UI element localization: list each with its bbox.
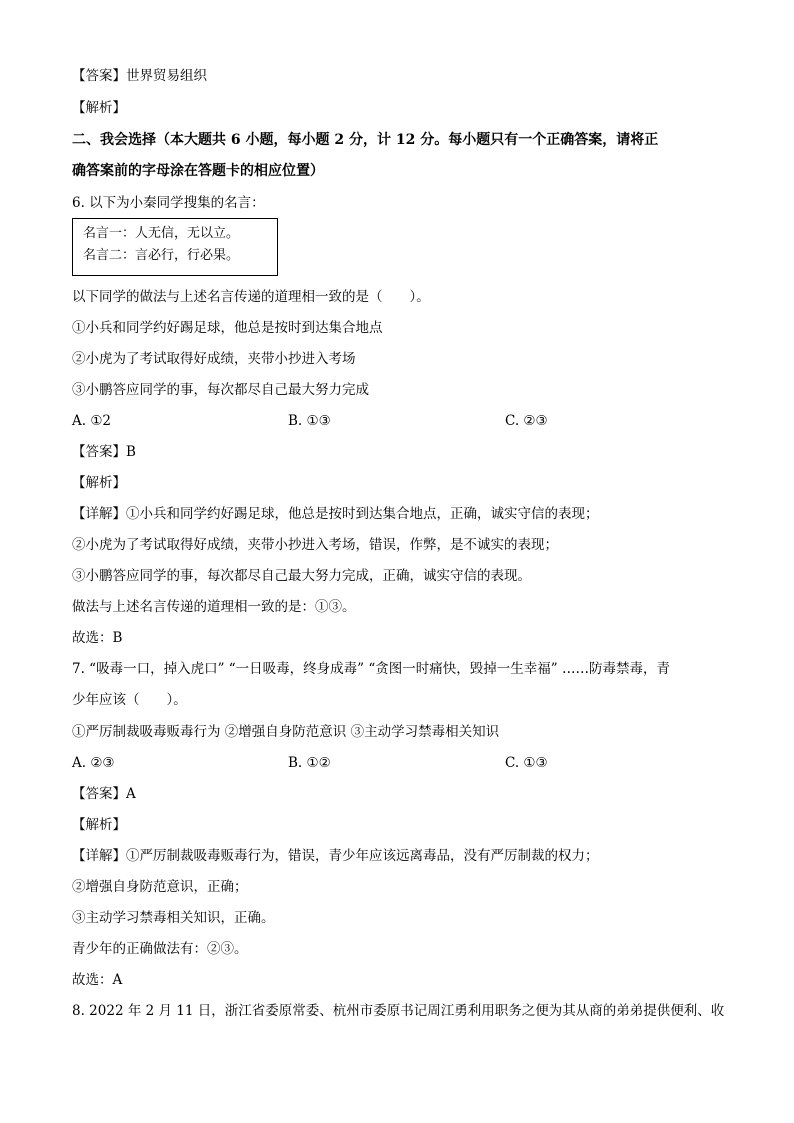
- quote-2: 名言二：言必行，行必果。: [83, 248, 240, 263]
- quotes-box: [72, 218, 278, 276]
- question-6-answer: 【答案】B: [72, 444, 136, 460]
- question-7-items: ①严厉制裁吸毒贩毒行为 ②增强自身防范意识 ③主动学习禁毒相关知识: [72, 724, 500, 740]
- question-7-option-b: B. ①②: [288, 755, 331, 771]
- question-6-item-1: ①小兵和同学约好踢足球，他总是按时到达集合地点: [72, 320, 383, 336]
- question-7-detail-1: 【详解】①严厉制裁吸毒贩毒行为，错误，青少年应该远离毒品，没有严厉制裁的权力；: [72, 848, 599, 864]
- question-8-stem: 8. 2022 年 2 月 11 日，浙江省委原常委、杭州市委原书记周江勇利用职务之便为其从商的弟弟提供便利、收: [72, 1003, 725, 1019]
- question-6-option-a: A. ①2: [72, 413, 112, 429]
- question-6-analysis: 【解析】: [72, 475, 126, 491]
- question-6-stem: 以下同学的做法与上述名言传递的道理相一致的是（ ）。: [72, 289, 430, 305]
- question-7-stem-line2: 少年应该（ ）。: [72, 692, 187, 708]
- question-6-option-c: C. ②③: [505, 413, 548, 429]
- question-7-answer: 【答案】A: [72, 786, 136, 802]
- analysis-label: 【解析】: [72, 100, 126, 116]
- question-7-detail-2: ②增强自身防范意识，正确；: [72, 879, 248, 895]
- question-6-detail-1: 【详解】①小兵和同学约好踢足球，他总是按时到达集合地点，正确，诚实守信的表现；: [72, 506, 599, 522]
- question-7-option-c: C. ①③: [505, 755, 548, 771]
- section-heading-line2: 确答案前的字母涂在答题卡的相应位置）: [72, 163, 324, 179]
- answer-world-trade: 【答案】世界贸易组织: [72, 68, 207, 84]
- question-6-option-b: B. ①③: [288, 413, 331, 429]
- question-7-detail-3: ③主动学习禁毒相关知识，正确。: [72, 910, 275, 926]
- question-7-analysis: 【解析】: [72, 817, 126, 833]
- question-6-selection: 故选：B: [72, 630, 123, 646]
- question-6-title: 6. 以下为小秦同学搜集的名言：: [72, 195, 265, 211]
- question-7-detail-4: 青少年的正确做法有：②③。: [72, 941, 248, 957]
- section-heading-line1: 二、我会选择（本大题共 6 小题，每小题 2 分，计 12 分。每小题只有一个正确答案，请将正: [72, 132, 659, 148]
- question-6-item-3: ③小鹏答应同学的事，每次都尽自己最大努力完成: [72, 382, 369, 398]
- question-6-detail-3: ③小鹏答应同学的事，每次都尽自己最大努力完成，正确，诚实守信的表现。: [72, 568, 531, 584]
- question-6-item-2: ②小虎为了考试取得好成绩，夹带小抄进入考场: [72, 351, 356, 367]
- question-7-option-a: A. ②③: [72, 755, 115, 771]
- question-6-detail-4: 做法与上述名言传递的道理相一致的是：①③。: [72, 599, 356, 615]
- question-7-selection: 故选：A: [72, 972, 123, 988]
- question-6-detail-2: ②小虎为了考试取得好成绩，夹带小抄进入考场，错误，作弊，是不诚实的表现；: [72, 537, 558, 553]
- question-7-stem-line1: 7. “吸毒一口，掉入虎口” “一日吸毒，终身成毒” “贪图一时痛快，毁掉一生幸福” ……防毒禁毒，青: [72, 661, 670, 677]
- quote-1: 名言一：人无信，无以立。: [83, 226, 240, 241]
